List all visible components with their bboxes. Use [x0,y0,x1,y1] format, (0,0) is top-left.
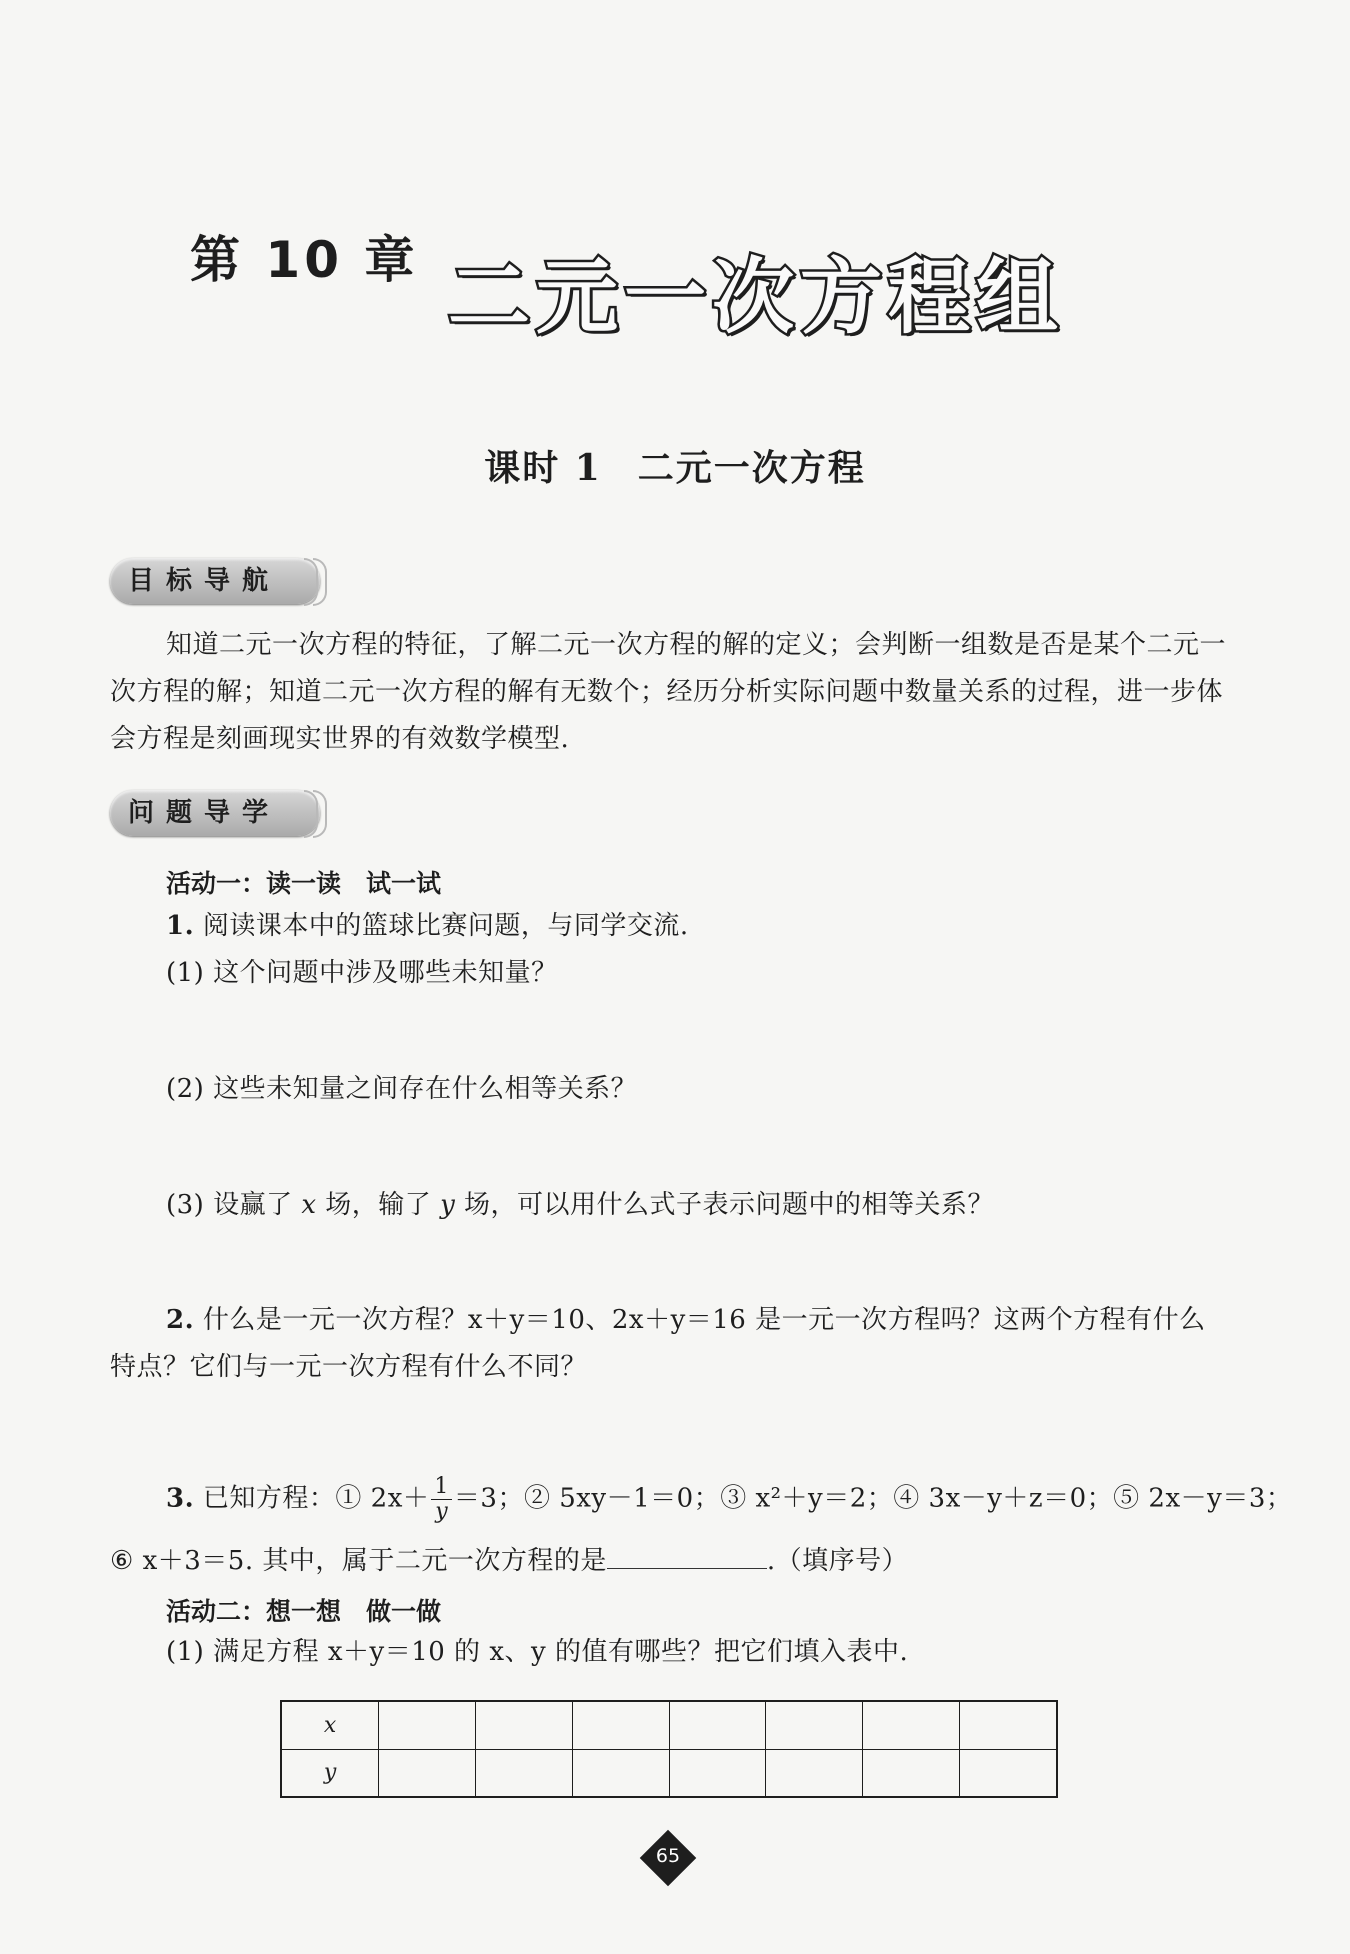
fraction-numerator: 1 [431,1475,452,1500]
table-cell[interactable] [669,1701,766,1749]
var-x: x [301,1190,317,1220]
table-cell[interactable] [572,1701,669,1749]
activity2-title: 活动二：想一想 做一做 [166,1597,442,1626]
fraction [431,1475,452,1524]
q1-sub1: (1) 这个问题中涉及哪些未知量？ [166,958,558,988]
answer-blank[interactable] [607,1546,767,1569]
q3-intro: 已知方程：① 2x＋ [202,1483,430,1514]
lesson-title [0,440,1350,491]
q3-number: 3. [166,1483,195,1514]
table-cell[interactable] [476,1749,573,1797]
q1-sub3-part: 场，可以用什么式子表示问题中的相等关系？ [455,1190,995,1220]
row-label-x: x [281,1701,379,1749]
goals-badge: 目标导航 [110,558,320,604]
q1-text: 阅读课本中的篮球比赛问题，与同学交流. [202,911,689,941]
activity2-q1: (1) 满足方程 x＋y＝10 的 x、y 的值有哪些？把它们填入表中. [166,1637,909,1667]
lesson-name: 二元一次方程 [637,447,866,489]
q1-sub2: (2) 这些未知量之间存在什么相等关系？ [166,1074,638,1104]
q3-line2 [110,1538,908,1585]
q1-number: 1. [166,911,195,941]
row-label-y: y [281,1749,379,1797]
xy-value-table [280,1700,1058,1798]
q1-sub3 [166,1182,994,1229]
q1-sub3-part: (3) 设赢了 [166,1190,302,1220]
goals-badge-decor [304,558,334,604]
lesson-label: 课时 1 [484,447,602,489]
activity1-title: 活动一：读一读 试一试 [166,869,442,898]
table-cell[interactable] [863,1701,960,1749]
table-cell[interactable] [863,1749,960,1797]
chapter-label: 第 10 章 [190,231,419,289]
q2-line2: 特点？它们与一元一次方程有什么不同？ [110,1352,588,1382]
table-cell[interactable] [766,1749,863,1797]
q2-number: 2. [166,1305,195,1335]
table-cell[interactable] [476,1701,573,1749]
table-row [281,1701,1057,1749]
q3-line1 [166,1475,1292,1524]
fraction-denominator: y [435,1499,449,1524]
q2-line1 [166,1297,1206,1344]
table-row [281,1749,1057,1797]
table-cell[interactable] [379,1701,476,1749]
table-cell[interactable] [379,1749,476,1797]
page-number: 65 [655,1845,681,1867]
guide-badge-decor [304,790,334,836]
q3-line2-end: .（填序号） [766,1546,909,1576]
table-cell[interactable] [960,1749,1057,1797]
var-y: y [440,1190,456,1220]
table-cell[interactable] [669,1749,766,1797]
chapter-title: 二元一次方程组 [448,250,1065,345]
table-cell[interactable] [960,1701,1057,1749]
guide-badge: 问题导学 [110,790,320,836]
table-cell[interactable] [766,1701,863,1749]
q2-text: 什么是一元一次方程？x＋y＝10、2x＋y＝16 是一元一次方程吗？这两个方程有什么 [202,1305,1206,1335]
q3-rest: ＝3；② 5xy－1＝0；③ x²＋y＝2；④ 3x－y＋z＝0；⑤ 2x－y＝3； [453,1483,1293,1514]
q1 [166,903,689,950]
table-cell[interactable] [572,1749,669,1797]
q1-sub3-part: 场，输了 [316,1190,441,1220]
q3-line2-text: ⑥ x＋3＝5. 其中，属于二元一次方程的是 [110,1546,607,1576]
goals-text: 知道二元一次方程的特征，了解二元一次方程的解的定义；会判断一组数是否是某个二元一次方程的解；知道二元一次方程的解有无数个；经历分析实际问题中数量关系的过程，进一步体会方程是刻画现实世界的有效数学模型. [110,630,1227,754]
